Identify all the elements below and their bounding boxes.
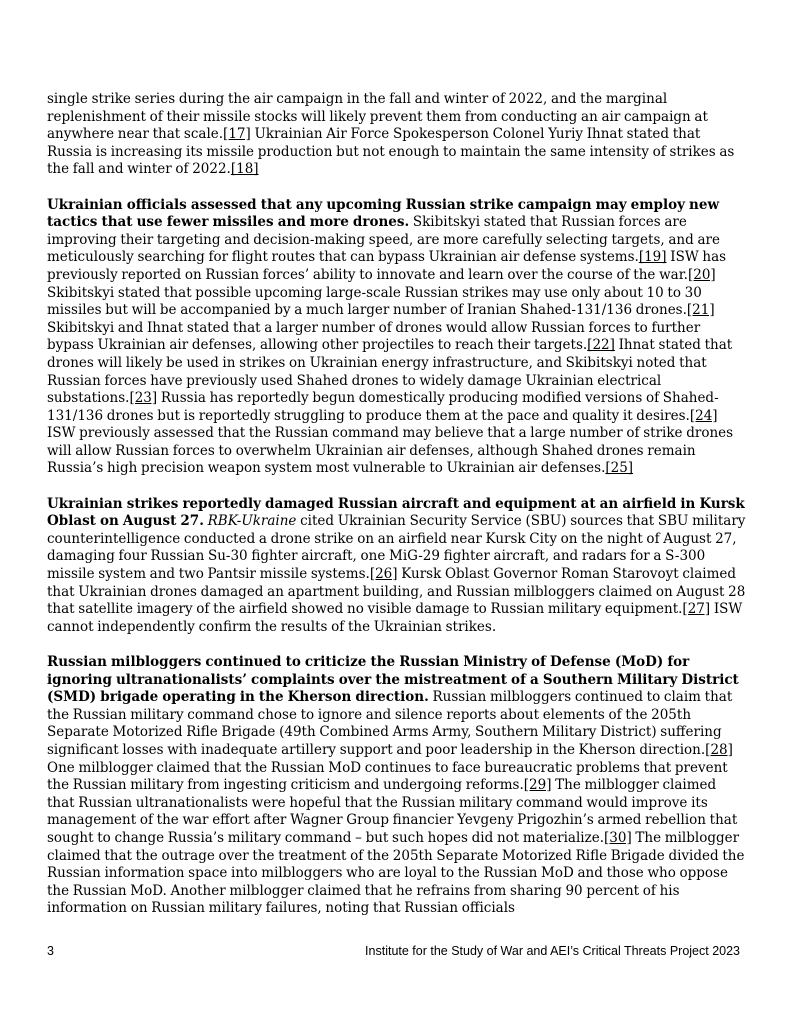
text-run: Ukrainian Air Force Spokesperson Colonel Yuriy Ihnat stated that Russia is increasing its missile production but not enough to maintain the same intensity of strikes as the fall and winter of 2022. <box>47 126 735 178</box>
footnote-link[interactable]: [26] <box>369 566 398 583</box>
footnote-link[interactable]: [29] <box>523 777 552 794</box>
text-run: The milblogger claimed that Russian ultranationalists were hopeful that the Russian military command would improve its management of the war effort after Wagner Group financier Yevgeny Prigozhin’s armed rebellion that sought to change Russia’s military command – but such hopes did not materialize. <box>47 777 738 846</box>
text-run: cited Ukrainian Security Service (SBU) sources that SBU military counterintelligence conducted a drone strike on an airfield near Kursk City on the night of August 27, damaging four Russian Su-30 fighter aircraft, one MiG-29 fighter aircraft, and radars for a S-300 missile system and two Pantsir missile systems. <box>47 513 746 583</box>
paragraph-lead: Russian milbloggers continued to criticize the Russian Ministry of Defense (MoD) for ignoring ultranationalists’ complaints over the mistreatment of a Southern Military District (SMD) brigade operating in the Kherson direction. <box>47 654 739 706</box>
text-run: The milblogger claimed that the outrage over the treatment of the 205th Separate Motorized Rifle Brigade divided the Russian information space into milbloggers who are loyal to the Russian MoD and those who oppose the Russian MoD. Another milblogger claimed that he refrains from sharing 90 percent of his information on Russian military failures, noting that Russian officials <box>47 829 745 917</box>
footnote-link[interactable]: [18] <box>230 161 259 178</box>
footnote-link[interactable]: [27] <box>682 601 711 618</box>
footer-publisher: Institute for the Study of War and AEI’s Critical Threats Project 2023 <box>365 944 740 958</box>
paragraph-lead: Ukrainian strikes reportedly damaged Russian aircraft and equipment at an airfield in Kursk Oblast on August 27. <box>47 495 745 530</box>
text-run: single strike series during the air campaign in the fall and winter of 2022, and the marginal replenishment of their missile stocks will likely prevent them from conducting an air campaign at anywhere near that scale. <box>47 91 708 143</box>
page-number: 3 <box>47 944 54 958</box>
footnote-link[interactable]: [24] <box>689 407 718 424</box>
text-run: Russian milbloggers continued to claim that the Russian military command chose to ignore and silence reports about elements of the 205th Separate Motorized Rifle Brigade (49th Combined Arms Army, Southern Military District) suffering significant losses with inadequate artillery support and poor leadership in the Kherson direction. <box>47 689 733 758</box>
footnote-link[interactable]: [25] <box>605 460 634 477</box>
text-run: ISW has previously reported on Russian forces’ ability to innovate and learn over the course of the war. <box>47 249 727 283</box>
footnote-link[interactable]: [21] <box>686 302 715 319</box>
text-run: Kursk Oblast Governor Roman Starovoyt claimed that Ukrainian drones damaged an apartment building, and Russian milbloggers claimed on August 28 that satellite imagery of the airfield showed no visible damage to Russian military equipment. <box>47 566 746 618</box>
text-run: ISW cannot independently confirm the results of the Ukrainian strikes. <box>47 601 743 635</box>
text-run: Skibitskyi stated that Russian forces are improving their targeting and decision-making speed, are more carefully selecting targets, and are meticulously searching for flight routes that can bypass Ukrainian air defense systems. <box>47 214 720 266</box>
text-run: Skibitskyi and Ihnat stated that a larger number of drones would allow Russian forces to further bypass Ukrainian air defenses, allowing other projectiles to reach their targets. <box>47 319 701 354</box>
source-name: RBK-Ukraine <box>207 513 297 530</box>
footnote-link[interactable]: [23] <box>129 390 158 407</box>
text-run: Ihnat stated that drones will likely be used in strikes on Ukrainian energy infrastructure, and Skibitskyi noted that Russian forces have previously used Shahed drones to widely damage Ukrainian electrical substations. <box>47 337 733 407</box>
footnote-link[interactable]: [22] <box>587 337 615 354</box>
text-run: Russia has reportedly begun domestically producing modified versions of Shahed-131/136 drones but is reportedly struggling to produce them at the pace and quality it desires. <box>47 390 719 424</box>
footnote-link[interactable]: [28] <box>705 741 733 758</box>
body-text <box>47 91 747 936</box>
paragraph <box>47 91 747 179</box>
paragraph <box>47 654 747 918</box>
footnote-link[interactable]: [20] <box>687 266 716 283</box>
paragraph-lead: Ukrainian officials assessed that any upcoming Russian strike campaign may employ new tactics that use fewer missiles and more drones. <box>47 196 720 231</box>
text-run: One milblogger claimed that the Russian MoD continues to face bureaucratic problems that prevent the Russian military from ingesting criticism and undergoing reforms. <box>47 759 728 794</box>
footnote-link[interactable]: [19] <box>638 249 667 266</box>
paragraph <box>47 496 747 637</box>
text-run: Skibitskyi stated that possible upcoming large-scale Russian strikes may use only about 10 to 30 missiles but will be accompanied by a much larger number of Iranian Shahed-131/136 drones. <box>47 284 702 319</box>
footnote-link[interactable]: [30] <box>604 829 632 846</box>
text-run: ISW previously assessed that the Russian command may believe that a large number of strike drones will allow Russian forces to overwhelm Ukrainian air defenses, although Shahed drones remain Russia’s high precision weapon system most vulnerable to Ukrainian air defenses. <box>47 425 734 477</box>
footnote-link[interactable]: [17] <box>223 126 251 143</box>
page-footer <box>47 944 740 958</box>
paragraph <box>47 197 747 479</box>
